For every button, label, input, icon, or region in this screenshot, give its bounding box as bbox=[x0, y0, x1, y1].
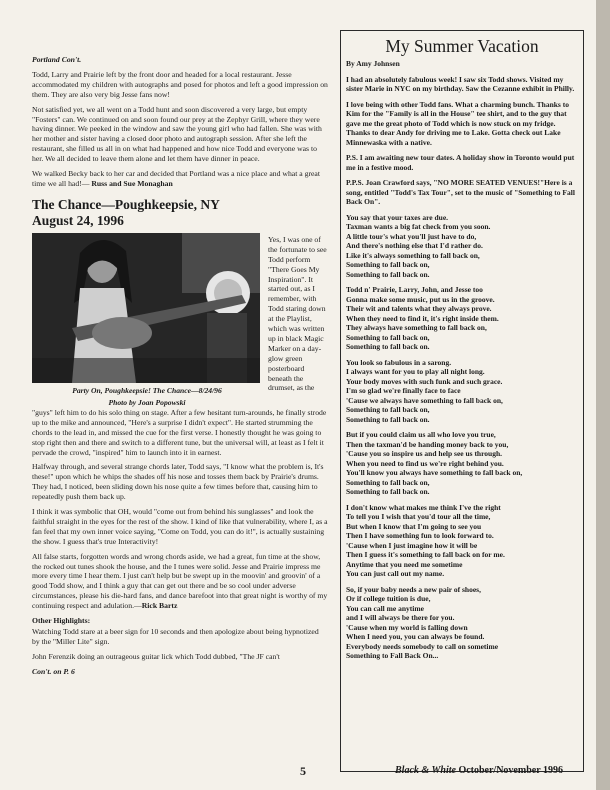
side-text: Yes, I was one of the fortunate to see Todd perform "There Goes My Inspiration". It started out, as I remember, with Todd staring down at the Playlist, which was written up in black Magic Marker on a day-glow green posterboard beneath the drumset, as the bbox=[268, 234, 327, 393]
chance-paragraph-4-text: All false starts, forgotten words and wrong chords aside, we had a great, fun time at the show, the rocked out tunes shook the house, and the I tunes were solid. Jesse and Prairie impress me more every time I hear them. I just can't help but be swept up in the moovin' and groovin' of a good Todd show, and I think a guy that can get out there and be so cool under adverse circumstances, please his die-hard fans, and dance barefoot into that great night is worthy of my continuing respect and adulation.— bbox=[32, 551, 328, 611]
summer-vacation-paragraph: Todd n' Prairie, Larry, John, and Jesse too Gonna make some music, put us in the groove. Their wit and talents what they always prove. When they need to find it, it's right inside them. They always have something to fall back on, Something to fall back on, Something to fall back on. bbox=[346, 285, 499, 351]
photo-credit: Photo by Joan Popowski bbox=[108, 398, 186, 408]
chance-paragraph-3: I think it was symbolic that OH, would "come out from behind his sunglasses" and look the faithful straight in the eyes for the rest of the show. I kind of like that vulnerability, where I, as a fan feel that my own inner voice saying, "Come on Todd, you can do it!", is actually sustaining the show. I guess that's true Interactivity! bbox=[32, 507, 328, 546]
page-number: 5 bbox=[300, 764, 306, 778]
portland-heading: Portland Con't. bbox=[32, 55, 82, 64]
chance-date: August 24, 1996 bbox=[32, 212, 124, 228]
portland-signature: Russ and Sue Monaghan bbox=[91, 178, 173, 188]
portland-paragraph-2: Not satisfied yet, we all went on a Todd hunt and soon discovered a very large, but empty "Fosters" can. We continued on and soon found our prey at the Zephyr Grill, where they were having dinner. We peeked in the window and saw the young girl who had fallen. She was with her mother and sister having a closed door photo and autograph session. After she left the restaurant, she filled us all in on what had happened and how nice Todd and everyone was to her. We all decided to leave them alone and let them have dinner in peace. bbox=[32, 104, 322, 164]
other-highlights-paragraph-1: Watching Todd stare at a beer sign for 10 seconds and then apologize about being hypnotized by the "Miller Lite" sign. bbox=[32, 627, 319, 646]
summer-vacation-paragraph: So, if your baby needs a new pair of shoes, Or if college tuition is due, You can call me anytime and I will always be there for you. 'Cause when my world is falling down When I need you, you can always be found. Everybody needs somebody to call on sometime Something to Fall Back On... bbox=[346, 584, 499, 660]
concert-photo bbox=[32, 233, 260, 383]
summer-vacation-paragraph: I love being with other Todd fans. What a charming bunch. Thanks to Kim for the "Family is all in the House" tee shirt, and to the guy that gave me the great photo of Todd which is now stuck on my fridge. Thanks to dear Andy for driving me to Lake. Gotta check out Lake Minnewaska with a native. bbox=[346, 99, 569, 147]
portland-paragraph-3-text: We walked Becky back to her car and decided that Portland was a nice place and what a great time we all had!— bbox=[32, 169, 320, 188]
chance-paragraph-2: Halfway through, and several strange chords later, Todd says, "I know what the problem is, It's these!" upon which he whips the shades off his nose and tosses them back by Prairie's drums. They had, I noticed, been sliding down his nose quite a few times before that, causing him to repeatedly push them back up. bbox=[32, 462, 324, 502]
chance-signature: Rick Bartz bbox=[141, 601, 178, 611]
summer-vacation-paragraph: You look so fabulous in a sarong. I always want for you to play all night long. Your body moves with such funk and such grace. I'm so glad we're finally face to face 'Cause we always have something to fall back on, Something to fall back on, Something to fall back on. bbox=[346, 357, 503, 424]
photo-box bbox=[32, 233, 262, 408]
photo-caption: Party On, Poughkeepsie! The Chance—8/24/96 bbox=[72, 385, 222, 395]
other-highlights-heading: Other Highlights: bbox=[32, 616, 91, 626]
chance-paragraph-4 bbox=[32, 552, 328, 611]
portland-paragraph-3 bbox=[32, 169, 328, 189]
summer-vacation-paragraph: I don't know what makes me think I've the right To tell you I wish that you'd tour all the time, But when I know that I'm going to see you Then I have something fun to look forward to. 'Cause when I just imagine how it will be Then I guess it's something to fall back on for me. Anytime that you need me sometime You can just call out my name. bbox=[346, 502, 505, 578]
portland-paragraph-1: Todd, Larry and Prairie left by the front door and headed for a local restaurant. Jesse accommodated my children with autographs and posed for photos and left a good impression on them. They are also very big Jesse fans now! bbox=[32, 69, 328, 99]
photo-row bbox=[32, 233, 328, 408]
summer-vacation-title: My Summer Vacation bbox=[385, 36, 539, 56]
summer-vacation-paragraph: I had an absolutely fabulous week! I saw six Todd shows. Visited my sister Marie in NYC on my birthday. Saw the Cezanne exhibit in Philly. bbox=[346, 74, 575, 93]
summer-vacation-paragraph: P.S. I am awaiting new tour dates. A holiday show in Toronto would put me in a festive mood. bbox=[346, 153, 575, 172]
publication-name: Black & White bbox=[395, 765, 456, 776]
summer-vacation-byline: By Amy Johnsen bbox=[346, 59, 400, 68]
summer-vacation-paragraph: You say that your taxes are due. Taxman wants a big fat check from you soon. A little tour's what you'll just have to do, And there's nothing else that I'd rather do. Like it's always something to fall back on, Something to fall back on, Something to fall back on. bbox=[346, 212, 491, 279]
chance-paragraph-1: "guys" left him to do his solo thing on stage. After a few hesitant turn-arounds, he finally strode up to the mike and announced, "Here's a surprise I didn't expect". He started strumming the chords to the lead in, and missed the cue for the first verse. I honestly thought he was going to stop right then and there and switch to a different tune, but the universal will, at least as I felt it pervade the crowd, "inspired" him to launch into it in earnest. bbox=[32, 407, 327, 457]
issue-date: October/November 1996 bbox=[458, 765, 563, 776]
publication-footer bbox=[395, 765, 563, 776]
continued-note: Con't. on P. 6 bbox=[32, 666, 75, 676]
summer-vacation-box bbox=[340, 30, 584, 772]
summer-vacation-paragraph: But if you could claim us all who love you true, Then the taxman'd be handing money back to you, 'Cause you so inspire us and help see us through. When you need to find us we're right behind you. You'll know you always have something to fall back on, Something to fall back on, Something to fall back on. bbox=[346, 430, 523, 496]
chance-heading bbox=[32, 197, 328, 229]
chance-title: The Chance—Poughkeepsie, NY bbox=[32, 196, 220, 212]
other-highlights-paragraph-2: John Ferenzik doing an outrageous guitar lick which Todd dubbed, "The JF can't bbox=[32, 651, 280, 661]
page-edge-shadow bbox=[596, 0, 610, 790]
concert-photo-graphic bbox=[32, 233, 260, 383]
summer-vacation-paragraph: P.P.S. Joan Crawford says, "NO MORE SEATED VENUES!"Here is a song, entitled "Todd's Tax Tour", set to the music of "Something to Fall Back On". bbox=[346, 178, 575, 206]
left-column bbox=[32, 55, 328, 682]
summer-vacation-body bbox=[346, 75, 578, 661]
